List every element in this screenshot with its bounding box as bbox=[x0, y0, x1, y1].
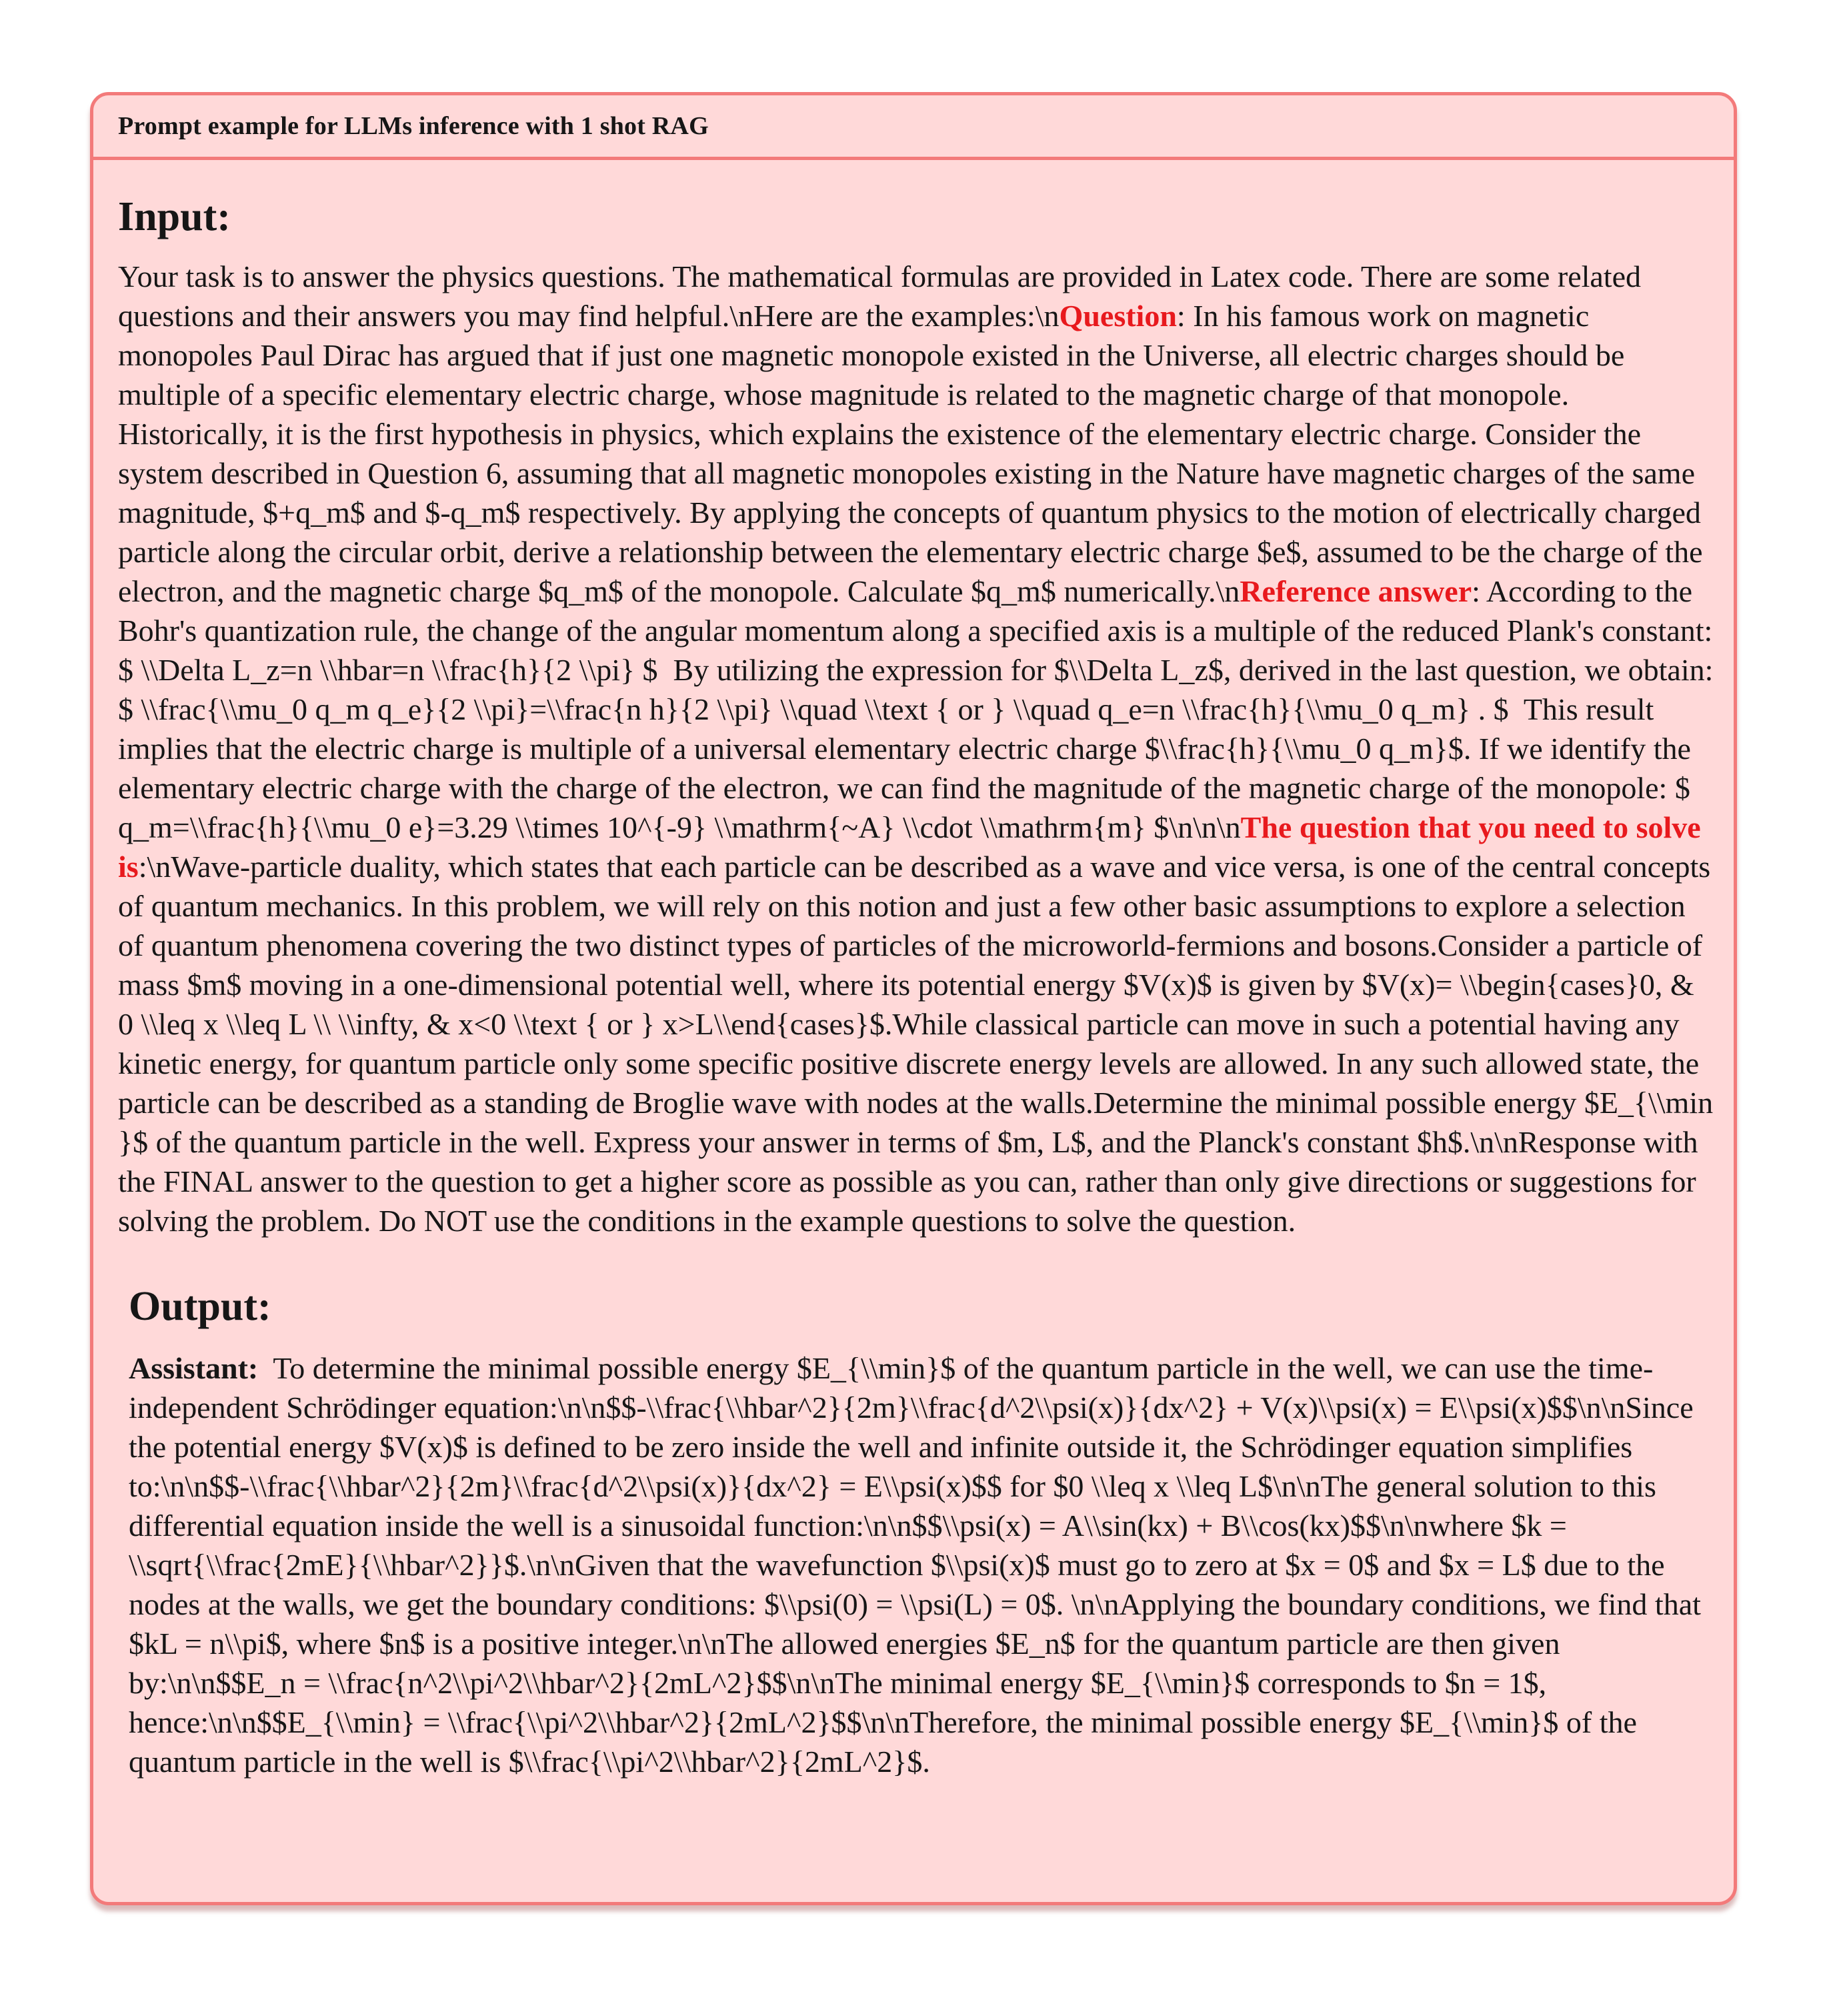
output-heading: Output: bbox=[129, 1284, 271, 1330]
input-paragraph bbox=[118, 257, 1721, 1240]
text-segment: :\nWave-particle duality, which states that each particle can be described as a wave and vice versa, is one of the central concepts of quantum mechanics. In this problem, we will rely on this notion and just a few other basic assumptions to explore a selection of quantum phenomena covering the two distinct types of particles of the microworld-fermions and bosons.Consider a particle of mass $m$ moving in a one-dimensional potential well, where its potential energy $V(x)$ is given by $V(x)= \\begin{cases}0, & 0 \\leq x \\leq L \\ \\infty, & x<0 \\text { or } x>L\\end{cases}$.While classical particle can move in such a potential having any kinetic energy, for quantum particle only some specific positive discrete energy levels are allowed. In any such allowed state, the particle can be described as a standing de Broglie wave with nodes at the walls.Determine the minimal possible energy $E_{\\min }$ of the quantum particle in the well. Express your answer in terms of $m, L$, and the Planck's constant $h$.\n\nResponse with the FINAL answer to the question to get a higher score as possible as you can, rather than only give directions or suggestions for solving the problem. Do NOT use the conditions in the example questions to solve the question. bbox=[118, 850, 1721, 1238]
text-segment: : According to the Bohr's quantization rule, the change of the angular momentum along a specified axis is a multiple of the reduced Plank's constant: $ \\Delta L_z=n \\hbar=n \\frac{h}{2 \\pi} $ By utilizing the expression for $\\Delta L_z$, derived in the last question, we obtain: $ \\frac{\\mu_0 q_m q_e}{2 \\pi}=\\frac{n h}{2 \\pi} \\quad \\text { or } \\quad q_e=n \\frac{h}{\\mu_0 q_m} . $ This result implies that the electric charge is multiple of a universal elementary electric charge $\\frac{h}{\\mu_0 q_m}$. If we identify the elementary electric charge with the charge of the electron, we can find the magnitude of the magnetic charge of the monopole: $ q_m=\\frac{h}{\\mu_0 e}=3.29 \\times 10^{-9} \\mathrm{~A} \\cdot \\mathrm{m} $\n\n\n bbox=[118, 574, 1721, 845]
text-segment: : In his famous work on magnetic monopoles Paul Dirac has argued that if just one magnetic monopole existed in the Universe, all electric charges should be multiple of a specific elementary electric charge, whose magnitude is related to the magnetic charge of that monopole. Historically, it is the first hypothesis in physics, which explains the existence of the elementary electric charge. Consider the system described in Question 6, assuming that all magnetic monopoles existing in the Nature have magnetic charges of the same magnitude, $+q_m$ and $-q_m$ respectively. By applying the concepts of quantum physics to the motion of electrically charged particle along the circular orbit, derive a relationship between the elementary electric charge $e$, assumed to be the charge of the electron, and the magnetic charge $q_m$ of the monopole. Calculate $q_m$ numerically.\n bbox=[118, 299, 1710, 609]
output-paragraph bbox=[129, 1348, 1714, 1781]
text-segment: The question that you need to solve is bbox=[118, 810, 1709, 884]
output-section bbox=[118, 1283, 1714, 1781]
card-title: Prompt example for LLMs inference with 1 shot RAG bbox=[118, 112, 709, 140]
prompt-example-card bbox=[90, 92, 1737, 1905]
text-segment: Assistant: bbox=[129, 1350, 259, 1385]
text-segment: Reference answer bbox=[1240, 574, 1472, 609]
text-segment: Your task is to answer the physics questions. The mathematical formulas are provided in Latex code. There are some related questions and their answers you may find helpful.\nHere are the examples:\n bbox=[118, 259, 1649, 333]
input-heading: Input: bbox=[118, 194, 231, 239]
text-segment: To determine the minimal possible energy $E_{\\min}$ of the quantum particle in the well, we can use the time-independent Schrödinger equation:\n\n$$-\\frac{\\hbar^2}{2m}\\frac{d^2\\psi(x)}{dx^2} + V(x)\\psi(x) = E\\psi(x)$$\n\nSince the potential energy $V(x)$ is defined to be zero inside the well and infinite outside it, the Schrödinger equation simplifies to:\n\n$$-\\frac{\\hbar^2}{2m}\\frac{d^2\\psi(x)}{dx^2} = E\\psi(x)$$ for $0 \\leq x \\leq L$\n\nThe general solution to this differential equation inside the well is a sinusoidal function:\n\n$$\\psi(x) = A\\sin(kx) + B\\cos(kx)$$\n\nwhere $k = \\sqrt{\\frac{2mE}{\\hbar^2}}$.\n\nGiven that the wavefunction $\\psi(x)$ must go to zero at $x = 0$ and $x = L$ due to the nodes at the walls, we get the boundary conditions: $\\psi(0) = \\psi(L) = 0$. \n\nApplying the boundary conditions, we find that $kL = n\\pi$, where $n$ is a positive integer.\n\nThe allowed energies $E_n$ for the quantum particle are then given by:\n\n$$E_n = \\frac{n^2\\pi^2\\hbar^2}{2mL^2}$$\n\nThe minimal energy $E_{\\min}$ corresponds to $n = 1$, hence:\n\n$$E_{\\min} = \\frac{\\pi^2\\hbar^2}{2mL^2}$$\n\nTherefore, the minimal possible energy $E_{\\min}$ of the quantum particle in the well is $\\frac{\\pi^2\\hbar^2}{2mL^2}$. bbox=[129, 1350, 1709, 1779]
text-segment: Question bbox=[1059, 299, 1177, 333]
card-body bbox=[93, 193, 1734, 1781]
card-header bbox=[93, 95, 1734, 160]
